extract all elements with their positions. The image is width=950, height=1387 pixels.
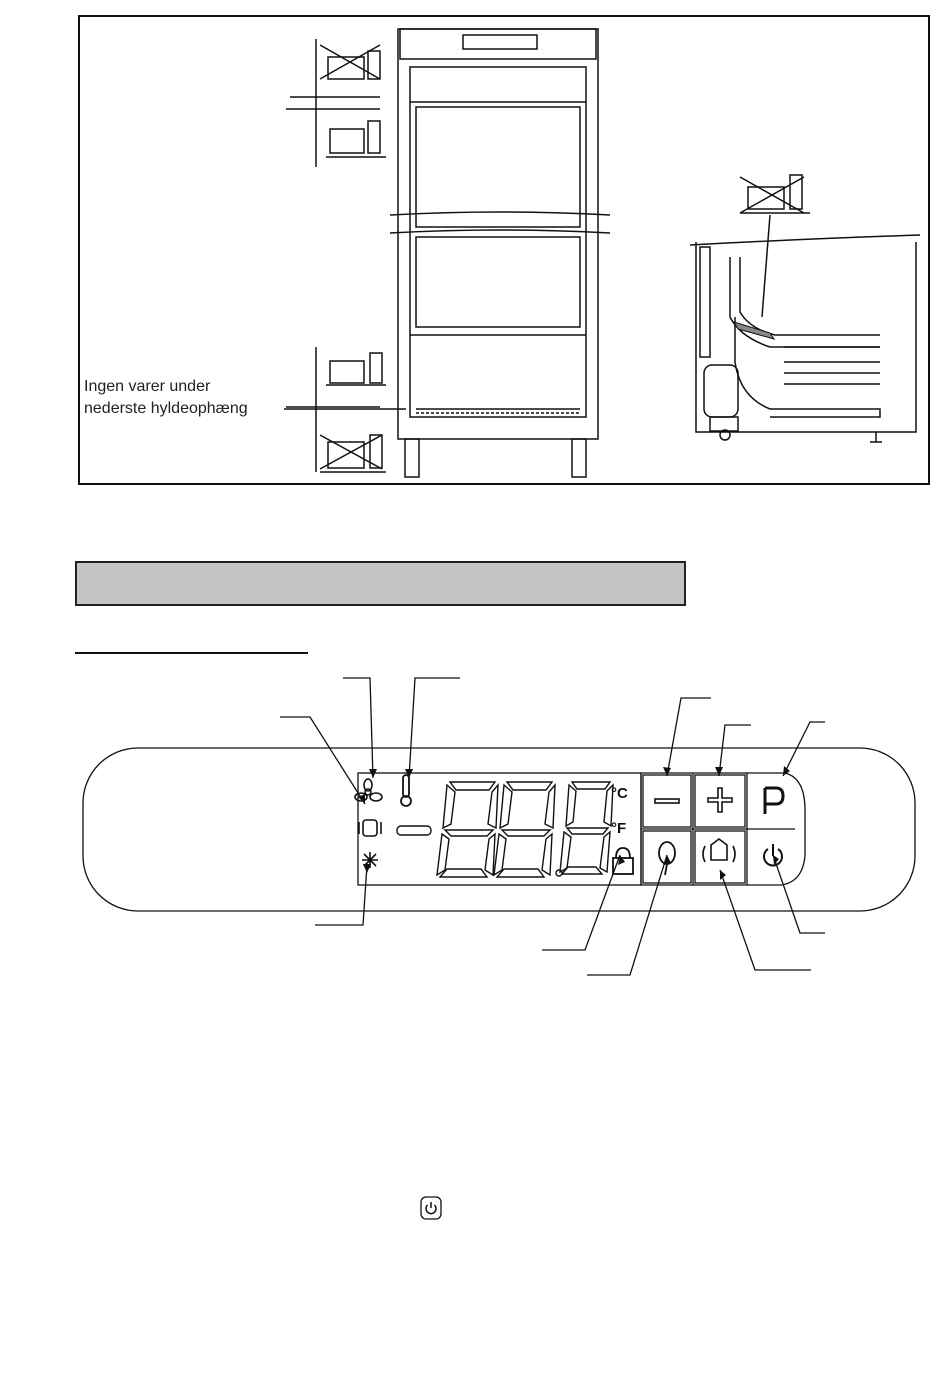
- cabinet-inner: [410, 67, 586, 417]
- refrigerator-loading-figure: [78, 15, 930, 485]
- compressor-icon: [359, 820, 381, 836]
- control-panel-diagram: [75, 670, 935, 990]
- minus-segment: [397, 826, 431, 835]
- celsius-unit: °C: [611, 785, 628, 802]
- section-heading-bar: [75, 561, 686, 606]
- figure-caption-line1: Ingen varer under: [84, 378, 211, 395]
- alarm-button[interactable]: [643, 831, 691, 883]
- section-underline: [75, 652, 308, 654]
- defrost-button[interactable]: [695, 831, 745, 883]
- plus-button[interactable]: [695, 775, 745, 827]
- fahrenheit-unit: °F: [611, 820, 627, 837]
- program-button[interactable]: [749, 775, 799, 827]
- refrigerator-loading-drawing: [80, 17, 928, 483]
- seven-segment-display: [437, 782, 613, 877]
- cabinet-outline: [398, 29, 598, 439]
- cabinet-display: [463, 35, 537, 49]
- minus-button[interactable]: [643, 775, 691, 827]
- inline-power-icon: [420, 1196, 442, 1220]
- defrost-indicator-icon: [362, 852, 378, 868]
- thermometer-icon: [401, 775, 411, 806]
- power-button[interactable]: [749, 831, 799, 883]
- cabinet-top-panel: [400, 29, 596, 59]
- figure-caption-line2: nederste hyldeophæng: [84, 400, 248, 417]
